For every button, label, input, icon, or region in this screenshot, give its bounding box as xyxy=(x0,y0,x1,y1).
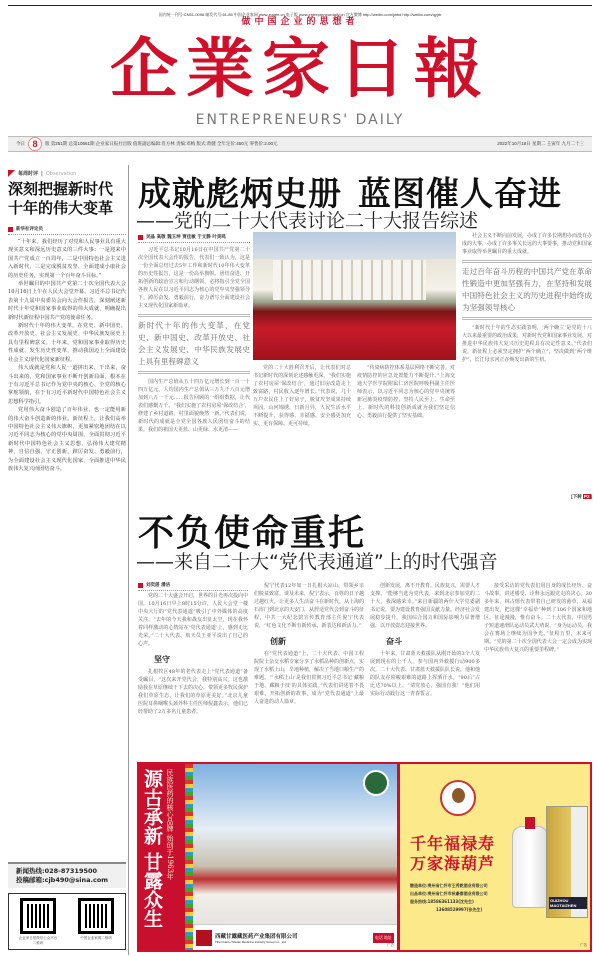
maker: 酿造单位:贵州省仁怀市王秀乾酒业有限公司 xyxy=(410,883,488,888)
company-seal-icon xyxy=(196,930,212,946)
paragraph: 伟大成就是党和人民一道拼出来、干出来、奋斗出来的，党和国家事业不断开创新局面，根本在于有习近平总书记作为党中央的核心、全党的核心掌舵领航，在于有习近平新时代中国特色社会主义思想科学指引。 xyxy=(8,365,126,405)
hotline: 服务热线:18586361133(沈先生) xyxy=(410,899,474,904)
column-divider xyxy=(128,165,129,955)
tag-separator: | xyxy=(41,170,43,177)
company-logo-icon xyxy=(363,770,389,796)
info-bar xyxy=(8,136,592,152)
company-name-en: Tibet Ganlu Tibetan Medicine Industry Group Co., Ltd xyxy=(215,939,286,944)
qr-caption: 企业家日报微信公众平台二维码 xyxy=(18,936,58,945)
qr-caption: 中国企业家网二维码 xyxy=(80,936,112,940)
paragraph: 习近平总书记10月16日在中国共产党第二十次全国代表大会作的报告，代表们一致认为，这是一份全面总结过去5年工作和新时代10年伟大变革的历史性报告，这是一份高举旗帜、团结奋进、开拓创新的政治宣言和行动纲领，必将指引全党全国各族人民在以习近平同志为核心的党中央坚强领导下，踔厉奋发、勇毅前行，奋力谱写全面建设社会主义现代化国家新篇章。 xyxy=(138,247,250,309)
section-heading: 奋斗 xyxy=(386,637,402,646)
lead-subheadline: ——党的二十大代表讨论二十大报告综述 xyxy=(136,210,479,232)
company-names xyxy=(215,932,298,944)
paragraph: “传染病防控体系基层网络不断完善，对疫情防控的应急处置能力不断提升。”上海交通大学医学院附属仁济医院呼吸科副主任医师表示，以习近平同志为核心的党中央统筹新冠肺炎疫情防控，坚持人民至上、生命至上。新时代的科技创新成就为我们坚定信心、勇毅前行提供了坚实基础。 xyxy=(357,365,455,419)
second-headline[interactable]: 不负使命重托 xyxy=(138,512,367,554)
second-subheadline: ——来自二十大“党代表通道”上的时代强音 xyxy=(136,551,498,573)
second-column-1 xyxy=(138,592,248,758)
headline-part: 成就彪炳史册 xyxy=(138,174,342,213)
lead-byline xyxy=(138,234,250,243)
sidebar-body xyxy=(8,238,126,858)
gift-box-image xyxy=(546,806,588,918)
paragraph: 扎根牧区48年的老代表走上“党代表通道”备受瞩目，“这次来开党代会，我特别高兴。这也激励我在草原继续干下去的决心。带领更多牧民保护我们草原生态，让我们的草原更美好。”北京儿童医院耳鼻咽喉头颈外科主任医师倪鑫表示，他们已经帮助了2万多名儿童患者。 xyxy=(138,669,248,715)
qr-code-icon xyxy=(78,898,114,934)
continued-page: P2 xyxy=(583,494,590,499)
headline-part: 蓝图催人奋进 xyxy=(358,174,562,213)
lead-column-4 xyxy=(462,232,592,494)
qr-codes xyxy=(8,893,126,950)
sidebar-tag-label: 每周时评 xyxy=(18,171,39,177)
liquor-bottle-image xyxy=(512,826,548,908)
today-label: 今日 xyxy=(16,141,25,146)
masthead-english: ENTREPRENEURS' DAILY xyxy=(195,112,405,128)
slogan-line: 千年福禄寿 xyxy=(410,834,496,853)
byline-text: 新华社评论员 xyxy=(16,227,43,232)
ad-slogan: 源古承新 甘露众生 xyxy=(141,769,163,928)
sidebar-tag xyxy=(8,170,76,177)
great-hall-photo xyxy=(253,232,456,360)
brand-seal-icon xyxy=(440,780,476,816)
ad-contact-info xyxy=(410,882,510,914)
ad-label: 广告 xyxy=(580,943,587,947)
sidebar-headline[interactable]: 深刻把握新时代十年的伟大变革 xyxy=(8,180,114,217)
byline-text: 吴晶 高敬 魏玉坤 贾佳敏 于文静 叶昊鸣 xyxy=(146,235,226,240)
tibetan-pattern xyxy=(185,764,193,950)
haihulu-liquor-advertisement[interactable] xyxy=(398,762,592,952)
ad-building-photo xyxy=(193,764,397,950)
pull-quote: 走过百年奋斗历程的中国共产党在革命性锻造中更加坚强有力，在坚持和发展中国特色社会主义的历史进程中始终成为坚强领导核心 xyxy=(462,260,592,320)
byline-text: 刘奕湛 潘洁 xyxy=(146,583,171,588)
square-bullet-icon xyxy=(8,227,13,232)
second-column-4 xyxy=(484,582,592,758)
paragraph: “新时代十年的生态实践表明，‘两个确立’是党的十八大以来最重要的政治成果，对新时代党和国家事业发展、对推进中华民族伟大复兴历史进程具有决定性意义。”代表们说，新征程上必须坚定拥护“两个确立”，坚决做到“两个维护”，长江母亲河正在焕发出新的生机。 xyxy=(462,325,592,363)
paragraph: 在“党代表通道”上，二十大代表、中国工程院院士杂交水稻专家分享了水稻品种的创新点，实现了水稻上山，旱地种植，解决了当地口粮生产的难题。“‘水稻上山’是我们贯彻习近平总书记‘藏粮于地、藏粮于技’的具体实践。”代表们讲述着不畏艰难、开拓创新的故事，成为“党代表通道”上最人奋进的动人篇章。 xyxy=(254,651,364,705)
ad-label: 广告 xyxy=(387,943,394,947)
lead-column-2 xyxy=(253,364,351,502)
paragraph: 接受采访的党代表们用自身的成长经历、奋斗故事，讲述感受、诠释永远跟党走的决心。30多年来，林占熺代表带着自己研发的菌草，从福建出发，把这棵“幸福草”种到了106个国家和地区。征途漫漫，惟有奋斗。二十大代表、中国男子短道速滑队运动员武大靖说，“身为运动员，我会在赛场上继续为国争光。”征程万里，未来可期。“党的第二十次全国代表大会一定会成为实现中华民族伟大复兴的重要里程碑。” xyxy=(484,583,592,653)
paragraph: 党用伟大奋斗创造了百年伟业，也一定能用新的伟大奋斗创造新的伟业。新征程上，让我们高举中国特色社会主义伟大旗帜，更加紧密地团结在以习近平同志为核心的党中央周围，全面贯彻习近平新时代中国特色社会主义思想，弘扬伟大建党精神，自信自强、守正创新，踔厉奋发、勇毅前行，为全面建设社会主义现代化国家、全面推进中华民族伟大复兴而团结奋斗。 xyxy=(8,407,126,472)
corner-flag-icon xyxy=(8,170,15,177)
pull-quote: 新时代十年的伟大变革，在党史、新中国史、改革开放史、社会主义发展史、中华民族发展史上具有里程碑意义 xyxy=(138,314,250,374)
contact-box xyxy=(8,862,126,888)
page-count-badge: 8 xyxy=(28,137,42,151)
ad-red-panel xyxy=(139,764,185,950)
lead-column-1 xyxy=(138,246,250,502)
second-byline xyxy=(138,582,248,591)
publication-info-text: 国内统一刊号:CN51-0098 邮发代号:61-85 中国企业家网 www.zgqee.cn 电子版 www.entrepreneurdaily.cn 官方微博 http://weibo.com/jwbd http://weibo.com/qyjrb xyxy=(156,12,445,17)
square-bullet-icon xyxy=(138,583,143,588)
address-label: 地址 xyxy=(384,934,392,940)
issue-date: 2022年10月18日 星期二 壬寅年 九月二十三 xyxy=(497,141,584,146)
sidebar-tag-english: Observation xyxy=(45,170,77,177)
box-text: GUIZHOU MAOTAIZHEN xyxy=(549,897,587,909)
ad-footer xyxy=(193,924,397,950)
qr-code-icon xyxy=(20,898,56,934)
continued-link[interactable]: [下转 P2] xyxy=(571,494,592,499)
paragraph: 倪宁代表12年如一日扎根大凉山，带领乡亲们脱贫致富。谈及未来，倪宁表示，百姓的日子越过越红火，让更多人生活奋斗在新时代。从上海的石库门到北京的天安门，从舒适党代会到奋斗的征程，中共一大纪念馆宣传教育部主任倪宁代表说，“红色文化不断有新传承、新表达和新活力。” xyxy=(254,583,364,629)
paragraph: 举世瞩目的中国共产党第二十次全国代表大会10月16日上午在人民大会堂开幕。习近平总书记代表第十九届中央委员会向大会作报告，深刻阐述新时代十年党和国家事业取得的伟大成就，明确提出新时代新征程中国共产党的使命任务。 xyxy=(8,281,126,321)
contact-labels xyxy=(373,933,394,943)
paragraph: “十年来，我们经历了对党和人民事业具有重大现实意义和深远历史意义的三件大事：一是迎来中国共产党成立一百周年，二是中国特色社会主义进入新时代，三是完成脱贫攻坚、全面建成小康社会的历史任务，实现第一个百年奋斗目标。” xyxy=(8,239,126,279)
paragraph: 党的二十大胜利召开后，让代表们对总书记新时代的深刻论述感触更深。“我们实施了农村房屋‘保改结合’，通过旧房改造走上致富路，村民收入逐年增长。”代表说，几十万户农民住上了好房子，脱贫攻坚成果持续巩固。山河锦绣，日新月异，人民生活水平不断提升，获得感、幸福感、安全感更加充实、更有保障、更可持续。 xyxy=(253,365,351,427)
sidebar-byline xyxy=(8,226,126,235)
paragraph: 党的二十大盛会开启，世界的目光再次投向中国。10月16日早上8时15分许，人民大会堂一楼中央大厅的“党代表通道”吸引了中外媒体的高度关注。“去年的今天我和战友出征太空，现在我怀着同样激动的心情站在‘党代表通道’上，感到无比光荣。”二十大代表、航天员王亚平说出了自己的心声。 xyxy=(138,593,248,647)
edition-info: 版 第251期 总第10561期 企业家日报社出版 值班副总编辑:肖方林 责编:邓梅 版式:黄健 全年定价:450元 零售价:2.00元 xyxy=(45,141,278,146)
news-hotline: 新闻热线:028-87319500 xyxy=(16,867,98,875)
paragraph: 社会主义不断向前发展，办成了许多长期想办而没有办成的大事，办成了许多事关长远的大事要事，推动党和国家事业取得举世瞩目的重大成就。 xyxy=(462,233,592,255)
paragraph: 新时代十年的伟大变革，在党史、新中国史、改革开放史、社会主义发展史、中华民族发展史上具有里程碑意义。十年来，党和国家事业取得历史性成就、发生历史性变革，推动我国迈上全面建设社会主义现代化国家新征程。 xyxy=(8,323,126,363)
lead-column-3 xyxy=(357,364,455,502)
continued-label: 下转 xyxy=(572,494,582,499)
company-name: 西藏甘露藏医药产业集团有限公司 xyxy=(215,933,298,940)
slogan: 做中国企业的思想者 xyxy=(241,17,359,27)
square-bullet-icon xyxy=(138,235,143,240)
phone-label: 电话 xyxy=(374,934,383,940)
second-column-3 xyxy=(370,582,480,758)
qr-website[interactable] xyxy=(76,898,116,949)
second-column-2 xyxy=(254,582,364,758)
paragraph: 国内生产总值从五十四万亿元增长到一百一十四万亿元，人均国内生产总值从三万九千八百元增加到八万一千元……报告回顾的一组组数据，让代表们感慨万千。“我们实施了农村房屋‘保改结合’，修建了乡村道路，村里面貌焕然一新。”代表们说，新时代的成就是全党全国各族人民团结奋斗的结果。我们的祖国天更蓝、山更绿、水更清—— xyxy=(138,379,250,433)
submission-email[interactable]: 投稿邮箱:cjb490@sina.com xyxy=(16,876,109,884)
qr-wechat[interactable] xyxy=(18,898,58,949)
paragraph: 创新发展，离不开教育。民族复兴，需要人才支撑。“能够当选为党代表，来到北京参加党的二十大，我深感荣幸。”来自新疆的两什大学党委副书记说，要为建设教育强国贡献力量。经济社会发展稳步提升，我国综合国力和国际影响力显著增强，以开放姿态迎接世界。 xyxy=(370,583,480,629)
paragraph: 十年来，甘肃蓝天救援队从刚开始的3个人发展到现在的上千人，参与国内外救援行动900多次。二十大代表、甘肃蓝天救援队队长说，他和他的队友在险峻艰难的道路上挥洒汗水。“90后”占比达70%以上。“请党放心，强国有我！”他们用实际行动践行这一青春誓言。 xyxy=(370,651,480,697)
slogan-line: 万家海葫芦 xyxy=(410,854,496,873)
building xyxy=(273,260,426,300)
ganlu-advertisement[interactable] xyxy=(137,762,399,952)
producer: 出品单位:贵州省仁怀市秋豪春酒业有限公司 xyxy=(410,891,488,896)
section-heading: 创新 xyxy=(270,637,286,646)
ad-slogan xyxy=(410,834,495,874)
ad-tagline: 民族医药的核心品牌 始创于1963年 xyxy=(166,769,174,881)
hotline: 13608529997(张先生) xyxy=(436,907,483,912)
masthead-logo: 企業家日報 xyxy=(109,31,490,107)
section-heading: 坚守 xyxy=(154,655,170,664)
